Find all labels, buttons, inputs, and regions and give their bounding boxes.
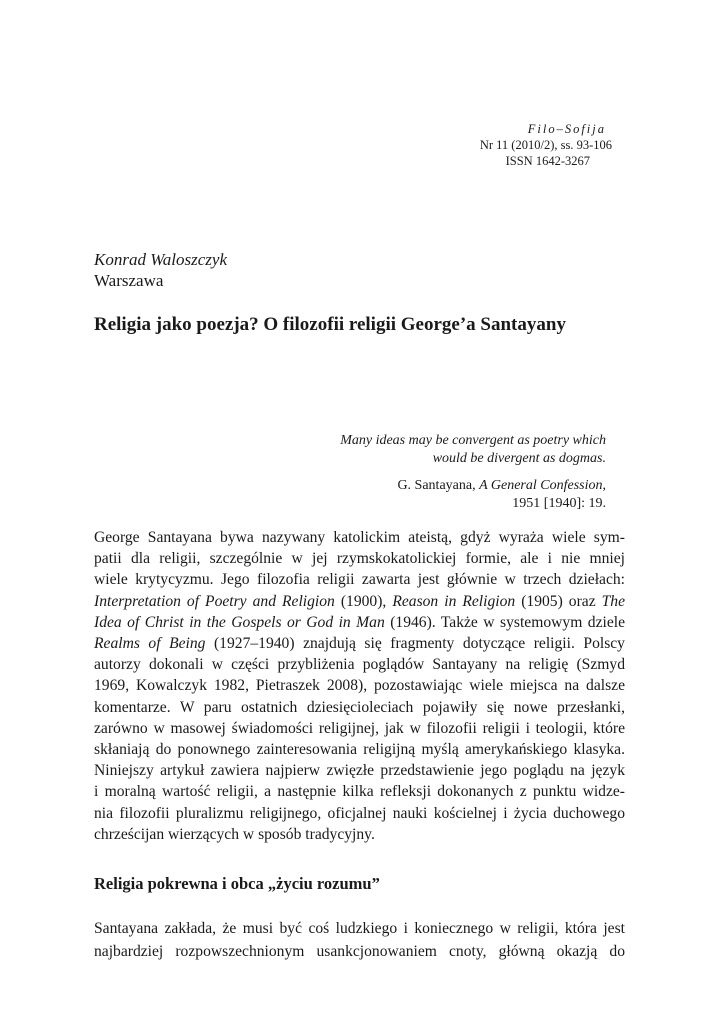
intro-line-4-text-b: (1905) oraz [515, 592, 602, 610]
epigraph-source-work: A General Confession [479, 478, 603, 493]
work-title-reason: Reason in Religion [392, 592, 516, 610]
section-1-line-1: Santayana zakłada, że musi być coś ludzkiego i koniecznego w religii, która jest [94, 920, 625, 937]
intro-line-11: skłaniają do ponownego zainteresowania religijną myślą amerykańskiego klasyka. [94, 741, 625, 759]
intro-line-3: wiele krytycyzmu. Jego filozofia religii zawarta jest głównie w trzech dziełach: [94, 571, 625, 589]
journal-header [352, 121, 612, 169]
intro-line-6 [94, 633, 625, 654]
intro-line-4-text-a: (1900), [334, 592, 393, 610]
journal-issue: Nr 11 (2010/2), ss. 93-106 [479, 138, 612, 152]
intro-line-7: autorzy dokonali w części przybliżenia poglądów Santayany na religię (Szmyd [94, 656, 625, 674]
section-1-line-2: najbardziej rozpowszechnionym usankcjonowaniem cnoty, główną okazją do [94, 943, 625, 960]
section-1-paragraph [94, 917, 625, 963]
author-name: Konrad Waloszczyk [94, 250, 228, 269]
epigraph-source-tail: , [602, 478, 606, 493]
intro-line-13: i moralną wartość religii, a następnie kilka refleksji dokonanych z punktu widze- [94, 783, 625, 801]
intro-paragraph [94, 527, 625, 845]
work-title-idea-start: The [601, 592, 626, 610]
epigraph-source-year: 1951 [1940]: 19. [512, 496, 606, 511]
epigraph-quote-line-2: would be divergent as dogmas. [432, 451, 606, 466]
section-heading: Religia pokrewna i obca „życiu rozumu” [94, 874, 380, 893]
intro-line-12: Niniejszy artykuł zawiera najpierw zwięzłe przedstawienie jego poglądu na język [94, 762, 625, 780]
journal-name: Filo–Sofija [527, 122, 606, 136]
epigraph-quote-line-1: Many ideas may be convergent as poetry which [340, 433, 606, 448]
intro-line-4 [94, 591, 625, 612]
intro-line-6-text: (1927–1940) znajdują się fragmenty dotyczące religii. Polscy [205, 635, 625, 653]
author-block [94, 249, 227, 291]
work-title-interpretation: Interpretation of Poetry and Religion [94, 592, 335, 610]
work-title-realms: Realms of Being [94, 635, 206, 653]
intro-line-5 [94, 612, 625, 633]
epigraph [246, 432, 606, 513]
intro-line-10: zarówno w masowej świadomości religijnej, jak w filozofii religii i teologii, które [94, 719, 625, 737]
intro-line-2: patii dla religii, szczególnie w jej rzymskokatolickiej formie, ale i nie mniej [94, 550, 625, 568]
epigraph-source [246, 477, 606, 513]
work-title-idea: Idea of Christ in the Gospels or God in Man [94, 613, 385, 631]
intro-line-14: nia filozofii pluralizmu religijnego, oficjalnej nauki kościelnej i życia duchowego [94, 804, 625, 822]
intro-line-8: 1969, Kowalczyk 1982, Pietraszek 2008), pozostawiając wiele miejsca na dalsze [94, 677, 625, 695]
intro-line-1: George Santayana bywa nazywany katolickim ateistą, gdyż wyraża wiele sym- [94, 529, 625, 546]
intro-line-9: komentarze. W paru ostatnich dziesięcioleciach pojawiły się nowe przesłanki, [94, 698, 625, 716]
intro-line-15: chrześcijan wierzących w sposób tradycyjny. [94, 825, 375, 843]
intro-line-5-text: (1946). Także w systemowym dziele [384, 613, 625, 631]
article-title: Religia jako poezja? O filozofii religii George’a Santayany [94, 314, 566, 335]
epigraph-source-author: G. Santayana, [397, 478, 480, 493]
journal-issn: ISSN 1642-3267 [505, 154, 590, 168]
author-affiliation: Warszawa [94, 271, 164, 290]
